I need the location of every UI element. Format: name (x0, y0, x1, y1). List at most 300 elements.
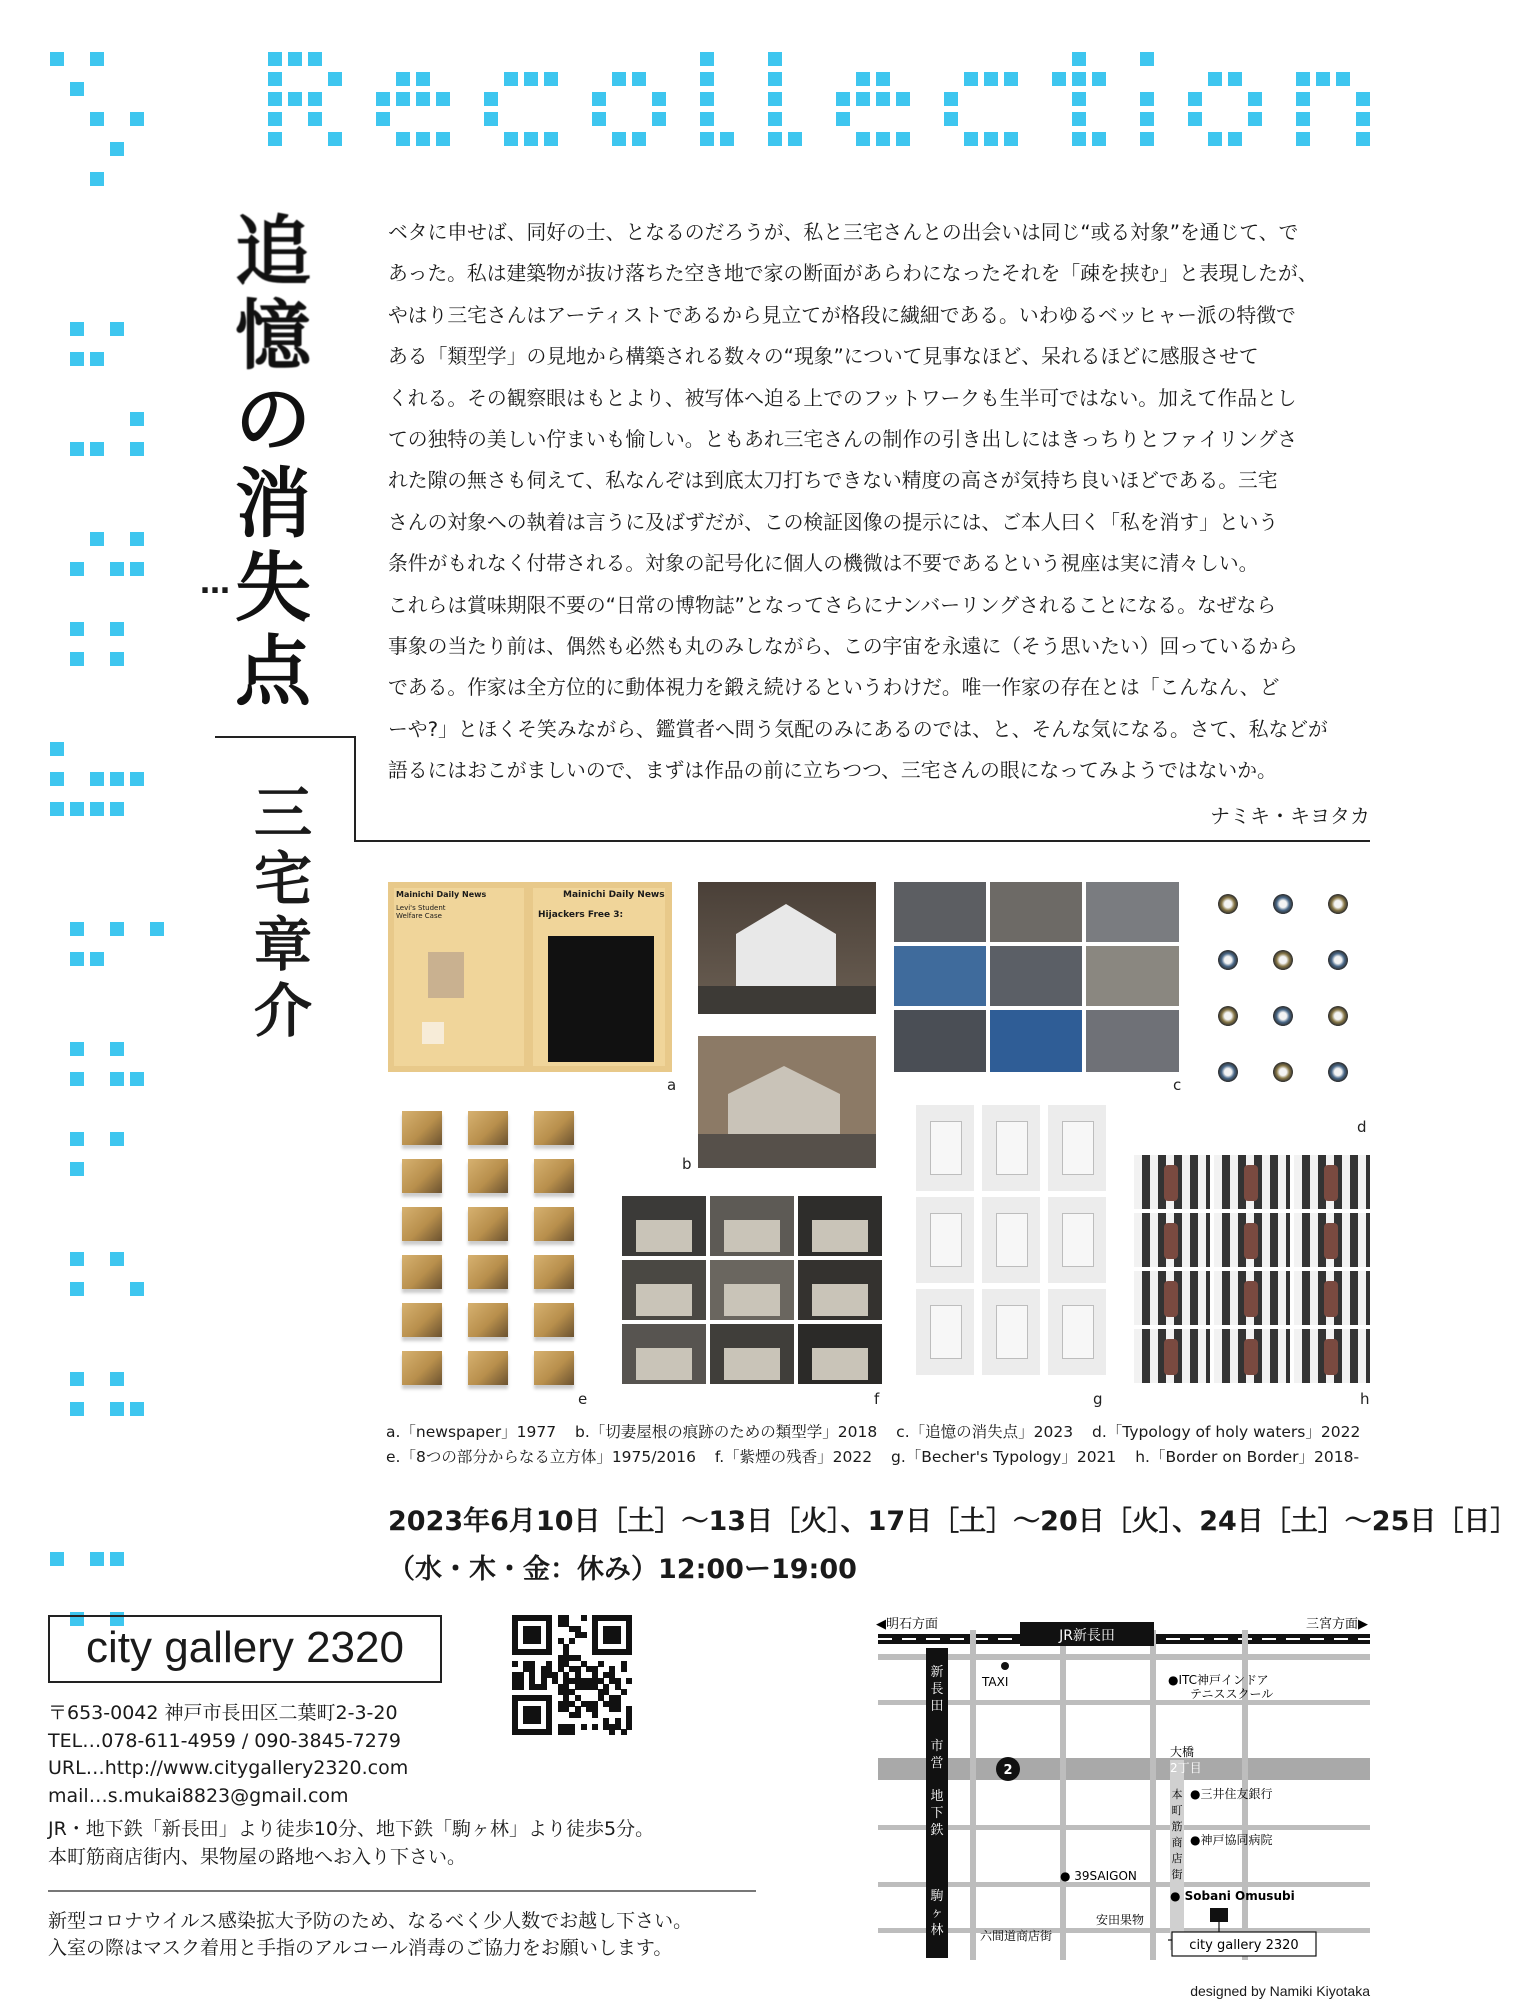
schedule-dates: 2023年6月10日［土］〜13日［火］、17日［土］〜20日［火］、24日［土］〜25日［日］ (388, 1506, 1517, 1537)
matrix-dot (632, 132, 646, 146)
matrix-dot (110, 322, 124, 336)
matrix-dot (110, 652, 124, 666)
qr-module (598, 1661, 604, 1667)
map-label-v: 街 (1171, 1868, 1183, 1881)
work-f-storefronts (622, 1196, 884, 1384)
matrix-dot (90, 442, 104, 456)
map-label-v: 商 (1171, 1836, 1183, 1849)
map-label-v: 町 (1171, 1804, 1183, 1817)
cube-photo (534, 1111, 574, 1145)
essay-line: 語るにはおこがましいので、まずは作品の前に立ちつつ、三宅さんの眼になってみようではないか。 (388, 759, 1277, 783)
work-b-gable-houses (698, 882, 876, 1014)
schedule (388, 1498, 1517, 1594)
work-letter: h (1360, 1390, 1370, 1408)
matrix-dot (130, 112, 144, 126)
matrix-dot (396, 72, 410, 86)
matrix-dot (70, 82, 84, 96)
matrix-dot (308, 52, 322, 66)
matrix-dot (90, 112, 104, 126)
qr-module (535, 1638, 541, 1644)
matrix-dot (130, 562, 144, 576)
title-char: 点 (235, 627, 311, 716)
matrix-dot (130, 1282, 144, 1296)
artist-char: 三 (253, 779, 312, 847)
matrix-dot (308, 92, 322, 106)
storefront-photo (622, 1260, 706, 1320)
matrix-dot (130, 532, 144, 546)
notice-line: 新型コロナウイルス感染拡大予防のため、なるべく少人数でお越し下さい。 (48, 1910, 693, 1932)
matrix-dot (504, 132, 518, 146)
matrix-dot (1072, 132, 1086, 146)
matrix-dot (70, 922, 84, 936)
matrix-dot (50, 772, 64, 786)
crosswalk-photo (1294, 1155, 1370, 1209)
beaker-photo (1048, 1197, 1106, 1283)
matrix-dot (504, 72, 518, 86)
essay-line: ーや?」とほくそ笑みながら、鑑賞者へ問う気配のみにあるのでは、と、そんな気になる。さて、私などが (388, 717, 1328, 741)
matrix-dot (1188, 112, 1202, 126)
matrix-dot (110, 1402, 124, 1416)
matrix-dot (90, 532, 104, 546)
map-label-v: 筋 (1171, 1820, 1183, 1833)
beaker (1062, 1121, 1094, 1175)
crosswalk-photo (1134, 1271, 1210, 1325)
matrix-dot (484, 92, 498, 106)
matrix-dot (110, 1042, 124, 1056)
beaker-photo (1048, 1105, 1106, 1191)
pedestrian (1244, 1281, 1258, 1317)
matrix-dot (70, 1372, 84, 1386)
matrix-dot (328, 72, 342, 86)
matrix-dot (1092, 132, 1106, 146)
crosswalk-photo (1294, 1329, 1370, 1383)
matrix-dot (944, 92, 958, 106)
artist-char: 介 (253, 977, 312, 1045)
gallery-tel: TEL…078-611-4959 / 090-3845-7279 (48, 1729, 401, 1752)
map-label-v: 市 (930, 1739, 944, 1754)
beaker (930, 1305, 962, 1359)
matrix-dot (110, 1252, 124, 1266)
map-label-jr-station: JR新長田 (1059, 1628, 1115, 1644)
pedestrian (1244, 1339, 1258, 1375)
beaker (930, 1213, 962, 1267)
matrix-dot (592, 92, 606, 106)
matrix-dot (856, 72, 870, 86)
shutter (724, 1220, 780, 1252)
cube-photo (468, 1303, 508, 1337)
matrix-dot (70, 352, 84, 366)
exhibition-title (228, 207, 318, 716)
map-label-v: 鉄 (930, 1823, 944, 1838)
map-label-bank: ●三井住友銀行 (1190, 1787, 1273, 1801)
beaker-photo (982, 1105, 1040, 1191)
holy-water-circle (1328, 1006, 1348, 1026)
work-a-newspaper (388, 882, 672, 1072)
matrix-dot (524, 72, 538, 86)
essay-line: れた隙の無さも伺えて、私なんぞは到底太刀打ちできない精度の高さが気持ち良いほどである。三宅 (388, 469, 1278, 493)
cube-photo (534, 1255, 574, 1289)
map-label-sobani: ● Sobani Omusubi (1170, 1889, 1295, 1903)
map-label-v: 新 (930, 1665, 944, 1680)
map-label-v: 下 (930, 1806, 944, 1821)
cube-photo (534, 1303, 574, 1337)
qr-module (621, 1666, 627, 1672)
qr-module (615, 1638, 621, 1644)
matrix-dot (612, 72, 626, 86)
crosswalk-photo (1294, 1213, 1370, 1267)
matrix-dot (110, 1552, 124, 1566)
matrix-dot (836, 112, 850, 126)
matrix-dot (90, 352, 104, 366)
title-char: 消 (235, 459, 311, 548)
matrix-dot (1052, 72, 1066, 86)
shutter (636, 1220, 692, 1252)
matrix-dot (652, 92, 666, 106)
map-label-v: 本 (1171, 1788, 1183, 1801)
map-label-route: 2 (1003, 1763, 1013, 1778)
matrix-dot (268, 72, 282, 86)
beaker (996, 1213, 1028, 1267)
gallery-address: 〒653-0042 神戸市長田区二葉町2-3-20 (48, 1702, 398, 1724)
holy-water-circle (1328, 950, 1348, 970)
holy-water-circle (1218, 950, 1238, 970)
matrix-dot (70, 1282, 84, 1296)
artist-char: 宅 (253, 845, 312, 913)
matrix-dot (1336, 72, 1350, 86)
storefront-photo (622, 1196, 706, 1256)
cube-photo (402, 1111, 442, 1145)
caption: e.「8つの部分からなる立方体」1975/2016 (386, 1448, 696, 1466)
matrix-dot (1296, 72, 1310, 86)
matrix-dot (1296, 132, 1310, 146)
matrix-dot (768, 92, 782, 106)
storefront-photo (798, 1196, 882, 1256)
matrix-dot (876, 92, 890, 106)
cube-photo (402, 1255, 442, 1289)
matrix-dot (1228, 132, 1242, 146)
title-char: 失 (235, 543, 311, 632)
map-label-v: 長 (930, 1682, 944, 1697)
work-b-gable-houses (698, 1036, 876, 1168)
matrix-dot (70, 562, 84, 576)
matrix-dot (788, 132, 802, 146)
divider-line (354, 840, 1370, 842)
matrix-dot (632, 72, 646, 86)
title-ellipsis: … (200, 566, 228, 601)
shutter (812, 1348, 868, 1380)
storefront-photo (798, 1324, 882, 1384)
matrix-dot (110, 802, 124, 816)
map-label-saigon: ● 39SAIGON (1060, 1869, 1137, 1883)
matrix-dot (484, 112, 498, 126)
crosswalk-photo (1294, 1271, 1370, 1325)
essay-line: である。作家は全方位的に動体視力を鍛え続けるというわけだ。唯一作家の存在とは「こんなん、ど (388, 676, 1280, 700)
matrix-dot (110, 562, 124, 576)
work-letter: a (667, 1076, 677, 1094)
beaker (996, 1305, 1028, 1359)
qr-module (621, 1689, 627, 1695)
essay-line: くれる。その観察眼はもとより、被写体へ迫る上でのフットワークも生半可ではない。加えて作品とし (388, 386, 1297, 410)
matrix-dot (90, 1552, 104, 1566)
matrix-dot (70, 952, 84, 966)
caption: g.「Becher's Typology」2021 (891, 1448, 1117, 1466)
matrix-dot (1004, 132, 1018, 146)
beaker-photo (916, 1105, 974, 1191)
cube-photo (468, 1255, 508, 1289)
qr-module (581, 1615, 587, 1621)
work-letter: c (1173, 1076, 1182, 1094)
matrix-dot (328, 132, 342, 146)
matrix-dot (1140, 92, 1154, 106)
map-label-west: ◀明石方面 (876, 1617, 938, 1632)
beaker (1062, 1213, 1094, 1267)
artist-name (248, 780, 318, 1044)
matrix-dot (70, 322, 84, 336)
access-line: 本町筋商店街内、果物屋の路地へお入り下さい。 (48, 1845, 467, 1868)
work-e-cubes (388, 1105, 588, 1395)
shutter (812, 1284, 868, 1316)
map-label-east: 三宮方面▶ (1306, 1617, 1368, 1632)
cube-photo (534, 1159, 574, 1193)
matrix-dot (720, 132, 734, 146)
map-label-itc: ●ITC神戸インドア (1168, 1673, 1269, 1687)
matrix-dot (110, 622, 124, 636)
beaker (930, 1121, 962, 1175)
matrix-dot (768, 52, 782, 66)
beaker-photo (982, 1289, 1040, 1375)
beaker-photo (1048, 1289, 1106, 1375)
cube-photo (468, 1111, 508, 1145)
work-g-beakers (912, 1105, 1104, 1379)
matrix-dot (524, 132, 538, 146)
map-label-taxi: TAXI (982, 1675, 1009, 1689)
matrix-dot (110, 1372, 124, 1386)
holy-water-circle (1218, 1062, 1238, 1082)
holy-water-circle (1273, 950, 1293, 970)
map-label-v: 地 (930, 1789, 944, 1804)
matrix-dot (1356, 92, 1370, 106)
work-c-alleys-grid (894, 882, 1179, 1072)
access-map (870, 1610, 1375, 1970)
matrix-dot (1140, 112, 1154, 126)
crosswalk-photo (1214, 1155, 1290, 1209)
holy-water-circle (1218, 1006, 1238, 1026)
essay-line: ある「類型学」の見地から構築される数々の“現象”について見事なほど、呆れるほどに感服させて (388, 345, 1259, 369)
matrix-dot (896, 132, 910, 146)
holy-water-circle (1273, 1006, 1293, 1026)
shutter (724, 1348, 780, 1380)
newspaper-headline: Levi's Student Welfare Case (396, 904, 446, 920)
matrix-dot (110, 1132, 124, 1146)
caption: d.「Typology of holy waters」2022 (1092, 1423, 1361, 1441)
cube-photo (402, 1303, 442, 1337)
matrix-dot (612, 132, 626, 146)
matrix-dot (1248, 92, 1262, 106)
map-label-v: 営 (930, 1756, 944, 1771)
artist-char: 章 (253, 911, 312, 979)
covid-notice (48, 1908, 692, 1962)
beaker (1062, 1305, 1094, 1359)
cube-photo (468, 1207, 508, 1241)
matrix-dot (90, 172, 104, 186)
caption-row (386, 1445, 1373, 1467)
matrix-dot (700, 92, 714, 106)
map-label-v: 駒 (930, 1889, 944, 1904)
holy-water-circle (1328, 894, 1348, 914)
caption: h.「Border on Border」2018- (1135, 1448, 1360, 1466)
matrix-dot (1072, 72, 1086, 86)
matrix-dot (70, 652, 84, 666)
qr-module (512, 1661, 518, 1667)
work-letter: d (1357, 1118, 1367, 1136)
map-label-v: ヶ (930, 1906, 944, 1921)
qr-module (569, 1638, 575, 1644)
gallery-name-box: city gallery 2320 (48, 1615, 442, 1683)
shutter (636, 1348, 692, 1380)
matrix-dot (416, 132, 430, 146)
pedestrian (1244, 1223, 1258, 1259)
matrix-dot (70, 802, 84, 816)
title-char: 憶 (235, 291, 311, 380)
newspaper-masthead: Mainichi Daily News (396, 890, 487, 899)
matrix-dot (592, 112, 606, 126)
matrix-dot (130, 772, 144, 786)
matrix-dot (544, 72, 558, 86)
essay-line: さんの対象への執着は言うに及ばずだが、この検証図像の提示には、ご本人曰く「私を消す」という (388, 510, 1279, 534)
qr-module (626, 1678, 632, 1684)
matrix-dot (1140, 132, 1154, 146)
pedestrian (1164, 1165, 1178, 1201)
pedestrian (1324, 1165, 1338, 1201)
matrix-dot (964, 132, 978, 146)
matrix-dot (268, 52, 282, 66)
map-label-ohashi: 大橋 (1170, 1745, 1195, 1759)
matrix-dot (984, 132, 998, 146)
matrix-dot (130, 1072, 144, 1086)
qr-module (581, 1632, 587, 1638)
matrix-dot (700, 112, 714, 126)
matrix-dot (308, 112, 322, 126)
matrix-dot (944, 112, 958, 126)
matrix-dot (1208, 132, 1222, 146)
matrix-dot (110, 1072, 124, 1086)
matrix-dot (1092, 72, 1106, 86)
beaker (996, 1121, 1028, 1175)
matrix-dot (700, 132, 714, 146)
holy-water-circle (1328, 1062, 1348, 1082)
matrix-dot (50, 1552, 64, 1566)
map-label-hospital: ●神戸協同病院 (1190, 1833, 1273, 1847)
map-label-itc: テニススクール (1190, 1687, 1274, 1701)
beaker-photo (982, 1197, 1040, 1283)
matrix-dot (288, 52, 302, 66)
storefront-photo (710, 1196, 794, 1256)
crosswalk-photo (1134, 1155, 1210, 1209)
map-label-v: 田 (930, 1699, 944, 1714)
matrix-dot (70, 1162, 84, 1176)
matrix-dot (876, 132, 890, 146)
pedestrian (1324, 1223, 1338, 1259)
matrix-dot (700, 52, 714, 66)
notice-line: 入室の際はマスク着用と手指のアルコール消毒のご協力をお願いします。 (48, 1937, 673, 1959)
beaker-photo (916, 1289, 974, 1375)
gallery-url[interactable]: URL…http://www.citygallery2320.com (48, 1757, 409, 1779)
matrix-dot (70, 1402, 84, 1416)
caption-row (386, 1420, 1374, 1442)
access-line: JR・地下鉄「新長田」より徒歩10分、地下鉄「駒ヶ林」より徒歩5分。 (48, 1818, 655, 1840)
matrix-dot (288, 92, 302, 106)
matrix-dot (130, 442, 144, 456)
matrix-dot (1296, 92, 1310, 106)
matrix-dot (652, 112, 666, 126)
matrix-dot (1248, 112, 1262, 126)
essay-line: これらは賞味期限不要の“日常の博物誌”となってさらにナンバーリングされることになる。なぜなら (388, 593, 1277, 617)
cube-photo (402, 1351, 442, 1385)
gallery-mail[interactable]: mail…s.mukai8823@gmail.com (48, 1784, 349, 1807)
matrix-dot (130, 1402, 144, 1416)
matrix-dot (436, 132, 450, 146)
matrix-dot (1356, 112, 1370, 126)
matrix-dot (130, 412, 144, 426)
matrix-dot (1072, 52, 1086, 66)
matrix-dot (90, 772, 104, 786)
map-label-v: 林 (930, 1923, 944, 1938)
cube-photo (534, 1351, 574, 1385)
work-letter: e (578, 1390, 588, 1408)
matrix-dot (416, 72, 430, 86)
qr-module (541, 1684, 547, 1690)
pedestrian (1324, 1339, 1338, 1375)
storefront-photo (622, 1324, 706, 1384)
matrix-dot (768, 132, 782, 146)
matrix-dot (856, 92, 870, 106)
crosswalk-photo (1214, 1271, 1290, 1325)
essay-line: やはり三宅さんはアーティストであるから見立てが格段に繊細である。いわゆるベッヒャー派の特徴で (388, 303, 1296, 327)
matrix-dot (836, 92, 850, 106)
work-letter: b (682, 1155, 692, 1173)
matrix-dot (416, 92, 430, 106)
caption: f.「紫煙の残香」2022 (714, 1448, 873, 1466)
matrix-dot (90, 52, 104, 66)
matrix-dot (70, 1042, 84, 1056)
qr-module (518, 1684, 524, 1690)
map-label-ohashi: 2丁目 (1170, 1761, 1202, 1775)
holy-water-circle (1273, 1062, 1293, 1082)
matrix-dot (544, 132, 558, 146)
matrix-dot (90, 802, 104, 816)
essay-line: ベタに申せば、同好の士、となるのだろうが、私と三宅さんとの出会いは同じ“或る対象”を通じて、で (388, 221, 1299, 244)
matrix-dot (268, 112, 282, 126)
matrix-dot (150, 922, 164, 936)
shutter (636, 1284, 692, 1316)
matrix-dot (436, 92, 450, 106)
work-letter: f (874, 1390, 880, 1408)
title-char: 追 (235, 207, 311, 296)
matrix-dot (110, 922, 124, 936)
divider-line (215, 736, 355, 738)
matrix-dot (376, 112, 390, 126)
crosswalk-photo (1134, 1213, 1210, 1267)
matrix-dot (1208, 72, 1222, 86)
gallery-info (48, 1700, 654, 1871)
pedestrian (1164, 1223, 1178, 1259)
matrix-dot (768, 112, 782, 126)
cube-photo (534, 1207, 574, 1241)
divider-line (48, 1890, 756, 1892)
storefront-photo (710, 1324, 794, 1384)
matrix-dot (1188, 92, 1202, 106)
matrix-dot (396, 92, 410, 106)
